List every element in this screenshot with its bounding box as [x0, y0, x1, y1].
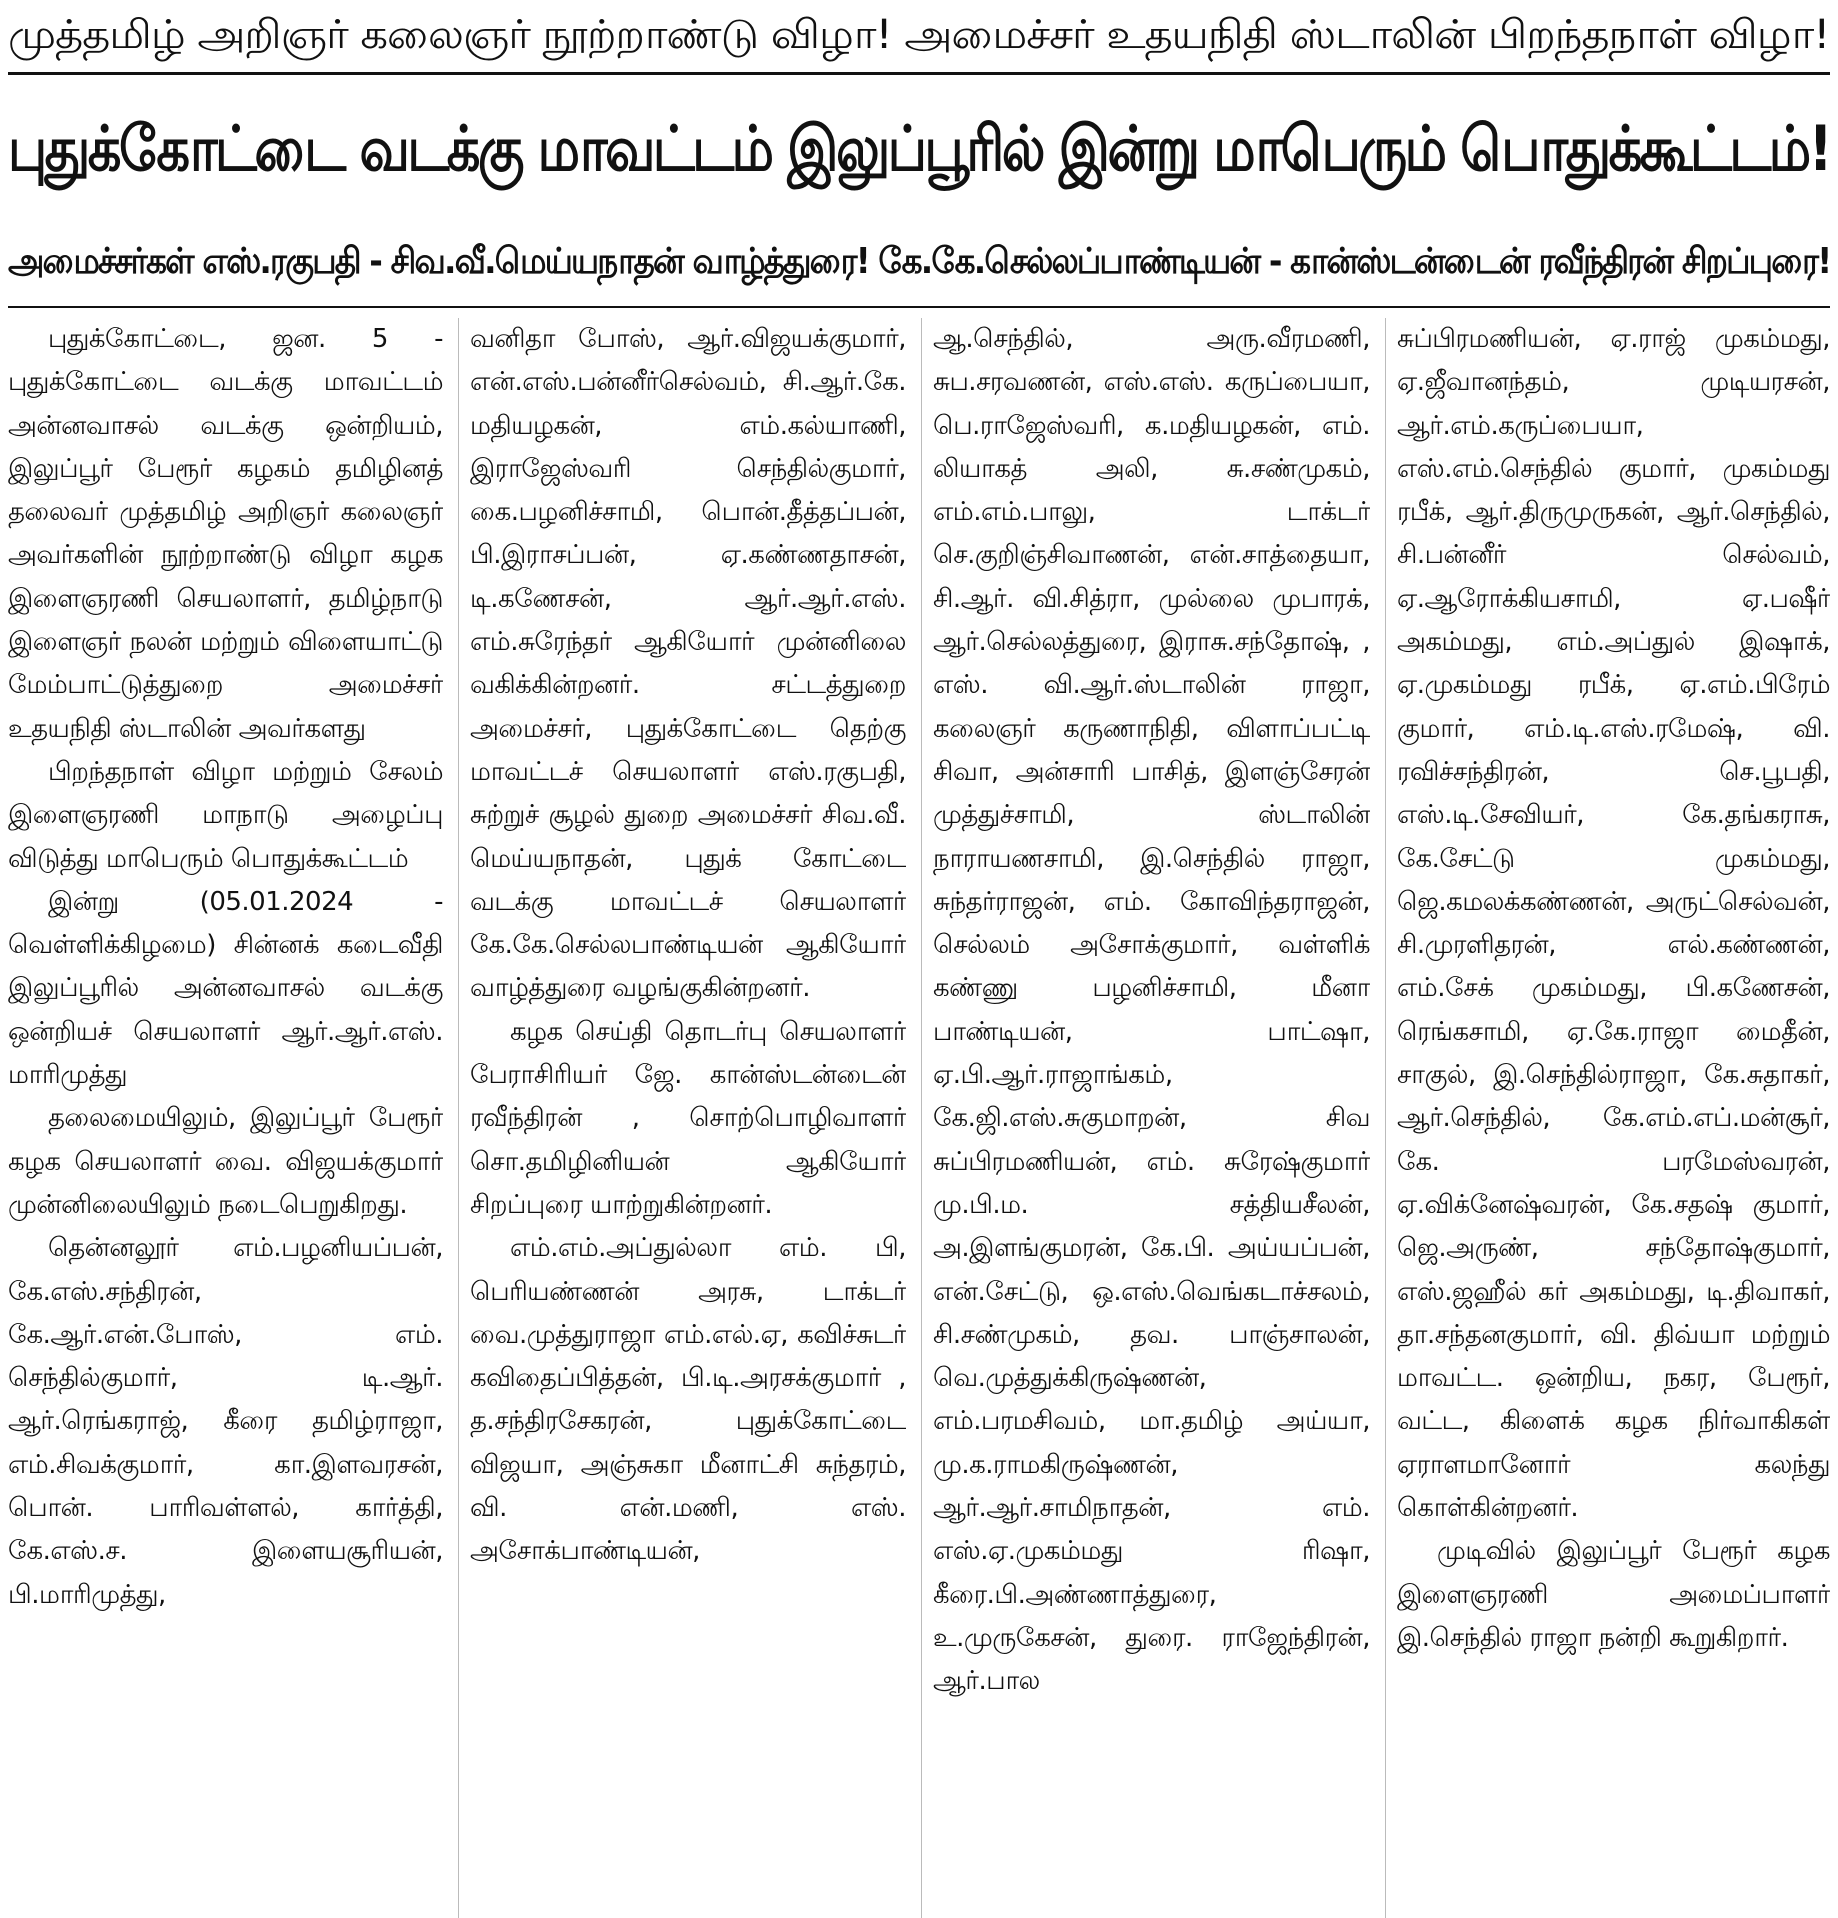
paragraph: எம்.எம்.அப்துல்லா எம். பி, பெரியண்ணன் அரசு, டாக்டர் வை.முத்துராஜா எம்.எல்.ஏ, கவிச்சுடர் கவிதைப்பித்தன், பி.டி.அரசக்குமார் , த.சந்திரசேகரன், புதுக்கோட்டை விஜயா, அஞ்சுகா மீனாட்சி சுந்தரம், வி. என்.மணி, எஸ். அசோக்பாண்டியன், — [470, 1233, 906, 1567]
paragraph: தலைமையிலும், இலுப்பூர் பேரூர் கழக செயலாளர் வை. விஜயக்குமார் முன்னிலையிலும் நடைபெறுகிறது. — [8, 1103, 443, 1220]
paragraph: இன்று (05.01.2024 - வெள்ளிக்கிழமை) சின்னக் கடைவீதி இலுப்பூரில் அன்னவாசல் வடக்கு ஒன்றியச் செயலாளர் ஆர்.ஆர்.எஸ். மாரிமுத்து — [8, 886, 443, 1091]
article-body — [8, 318, 1830, 1918]
paragraph: முடிவில் இலுப்பூர் பேரூர் கழக இளைஞரணி அமைப்பாளர் இ.செந்தில் ராஜா நன்றி கூறுகிறார். — [1397, 1536, 1830, 1653]
article-column-3 — [933, 318, 1370, 1918]
article-column-2 — [470, 318, 906, 1918]
paragraph: தென்னலூர் எம்.பழனியப்பன், கே.எஸ்.சந்திரன், கே.ஆர்.என்.போஸ், எம். செந்தில்குமார், டி.ஆர். ஆர்.ரெங்கராஜ், கீரை தமிழ்ராஜா, எம்.சிவக்குமார், கா.இளவரசன், பொன். பாரிவள்ளல், கார்த்தி, கே.எஸ்.ச. இளையசூரியன், பி.மாரிமுத்து, — [8, 1233, 443, 1610]
main-headline: புதுக்கோட்டை வடக்கு மாவட்டம் இலுப்பூரில் இன்று மாபெரும் பொதுக்கூட்டம்! — [8, 112, 1830, 185]
article-column-4 — [1397, 318, 1830, 1918]
headline-rule — [8, 306, 1830, 308]
paragraph: கழக செய்தி தொடர்பு செயலாளர் பேராசிரியர் ஜே. கான்ஸ்டன்டைன் ரவீந்திரன் , சொற்பொழிவாளர் சொ.தமிழினியன் ஆகியோர் சிறப்புரை யாற்றுகின்றனர். — [470, 1016, 906, 1220]
sub-headline: அமைச்சர்கள் எஸ்.ரகுபதி - சிவ.வீ.மெய்யநாதன் வாழ்த்துரை! கே.கே.செல்லப்பாண்டியன் - கான்ஸ்டன்டைன் ரவீந்திரன் சிறப்புரை! — [8, 241, 1830, 282]
top-rule — [8, 72, 1830, 75]
paragraph: ஆ.செந்தில், அரு.வீரமணி, சுப.சரவணன், எஸ்.எஸ். கருப்பையா, பெ.ராஜேஸ்வரி, க.மதியழகன், எம். லியாகத் அலி, சு.சண்முகம், எம்.எம்.பாலு, டாக்டர் செ.குறிஞ்சிவாணன், என்.சாத்தையா, சி.ஆர். வி.சித்ரா, முல்லை முபாரக், ஆர்.செல்லத்துரை, இராசு.சந்தோஷ், , எஸ். வி.ஆர்.ஸ்டாலின் ராஜா, கலைஞர் கருணாநிதி, விளாப்பட்டி சிவா, அன்சாரி பாசித், இளஞ்சேரன் முத்துச்சாமி, ஸ்டாலின் நாராயணசாமி, இ.செந்தில் ராஜா, சுந்தர்ராஜன், எம். கோவிந்தராஜன், செல்லம் அசோக்குமார், வள்ளிக் கண்ணு பழனிச்சாமி, மீனா பாண்டியன், பாட்ஷா, ஏ.பி.ஆர்.ராஜாங்கம், கே.ஜி.எஸ்.சுகுமாறன், சிவ சுப்பிரமணியன், எம். சுரேஷ்குமார் மு.பி.ம. சத்தியசீலன், அ.இளங்குமரன், கே.பி. அய்யப்பன், என்.சேட்டு, ஒ.எஸ்.வெங்கடாச்சலம், சி.சண்முகம், தவ. பாஞ்சாலன், வெ.முத்துக்கிருஷ்ணன், எம்.பரமசிவம், மா.தமிழ் அய்யா, மு.க.ராமகிருஷ்ணன், ஆர்.ஆர்.சாமிநாதன், எம். எஸ்.ஏ.முகம்மது ரிஷா, கீரை.பி.அண்ணாத்துரை, உ.முருகேசன், துரை. ராஜேந்திரன், ஆர்.பால — [933, 324, 1370, 1697]
paragraph: சுப்பிரமணியன், ஏ.ராஜ் முகம்மது, ஏ.ஜீவானந்தம், முடியரசன், ஆர்.எம்.கருப்பையா, எஸ்.எம்.செந்தில் குமார், முகம்மது ரபீக், ஆர்.திருமுருகன், ஆர்.செந்தில், சி.பன்னீர் செல்வம், ஏ.ஆரோக்கியசாமி, ஏ.பஷீர் அகம்மது, எம்.அப்துல் இஷாக், ஏ.முகம்மது ரபீக், ஏ.எம்.பிரேம் குமார், எம்.டி.எஸ்.ரமேஷ், வி. ரவிச்சந்திரன், செ.பூபதி, எஸ்.டி.சேவியர், கே.தங்கராசு, கே.சேட்டு முகம்மது, ஜெ.கமலக்கண்ணன், அருட்செல்வன், சி.முரளிதரன், எல்.கண்ணன், எம்.சேக் முகம்மது, பி.கணேசன், ரெங்கசாமி, ஏ.கே.ராஜா மைதீன், சாகுல், இ.செந்தில்ராஜா, கே.சுதாகர், ஆர்.செந்தில், கே.எம்.எப்.மன்சூர், கே. பரமேஸ்வரன், ஏ.விக்னேஷ்வரன், கே.சதஷ் குமார், ஜெ.அருண், சந்தோஷ்குமார், எஸ்.ஜஹீல் கர் அகம்மது, டி.திவாகர், தா.சந்தனகுமார், வி. திவ்யா மற்றும் மாவட்ட. ஒன்றிய, நகர, பேரூர், வட்ட, கிளைக் கழக நிர்வாகிகள் ஏராளமானோர் கலந்து கொள்கின்றனர். — [1397, 324, 1830, 1524]
article-column-1 — [8, 318, 443, 1918]
paragraph: புதுக்கோட்டை, ஜன. 5 - புதுக்கோட்டை வடக்கு மாவட்டம் அன்னவாசல் வடக்கு ஒன்றியம், இலுப்பூர் பேரூர் கழகம் தமிழினத் தலைவர் முத்தமிழ் அறிஞர் கலைஞர் அவர்களின் நூற்றாண்டு விழா கழக இளைஞரணி செயலாளர், தமிழ்நாடு இளைஞர் நலன் மற்றும் விளையாட்டு மேம்பாட்டுத்துறை அமைச்சர் உதயநிதி ஸ்டாலின் அவர்களது — [8, 324, 443, 744]
paragraph: வனிதா போஸ், ஆர்.விஜயக்குமார், என்.எஸ்.பன்னீர்செல்வம், சி.ஆர்.கே. மதியழகன், எம்.கல்யாணி, இராஜேஸ்வரி செந்தில்குமார், கை.பழனிச்சாமி, பொன்.தீத்தப்பன், பி.இராசப்பன், ஏ.கண்ணதாசன், டி.கணேசன், ஆர்.ஆர்.எஸ். எம்.சுரேந்தர் ஆகியோர் முன்னிலை வகிக்கின்றனர். சட்டத்துறை அமைச்சர், புதுக்கோட்டை தெற்கு மாவட்டச் செயலாளர் எஸ்.ரகுபதி, சுற்றுச் சூழல் துறை அமைச்சர் சிவ.வீ. மெய்யநாதன், புதுக் கோட்டை வடக்கு மாவட்டச் செயலாளர் கே.கே.செல்லபாண்டியன் ஆகியோர் வாழ்த்துரை வழங்குகின்றனர். — [470, 324, 906, 1004]
paragraph: பிறந்தநாள் விழா மற்றும் சேலம் இளைஞரணி மாநாடு அழைப்பு விடுத்து மாபெரும் பொதுக்கூட்டம் — [8, 756, 443, 874]
kicker-line: முத்தமிழ் அறிஞர் கலைஞர் நூற்றாண்டு விழா! அமைச்சர் உதயநிதி ஸ்டாலின் பிறந்தநாள் விழா! — [8, 12, 1830, 58]
